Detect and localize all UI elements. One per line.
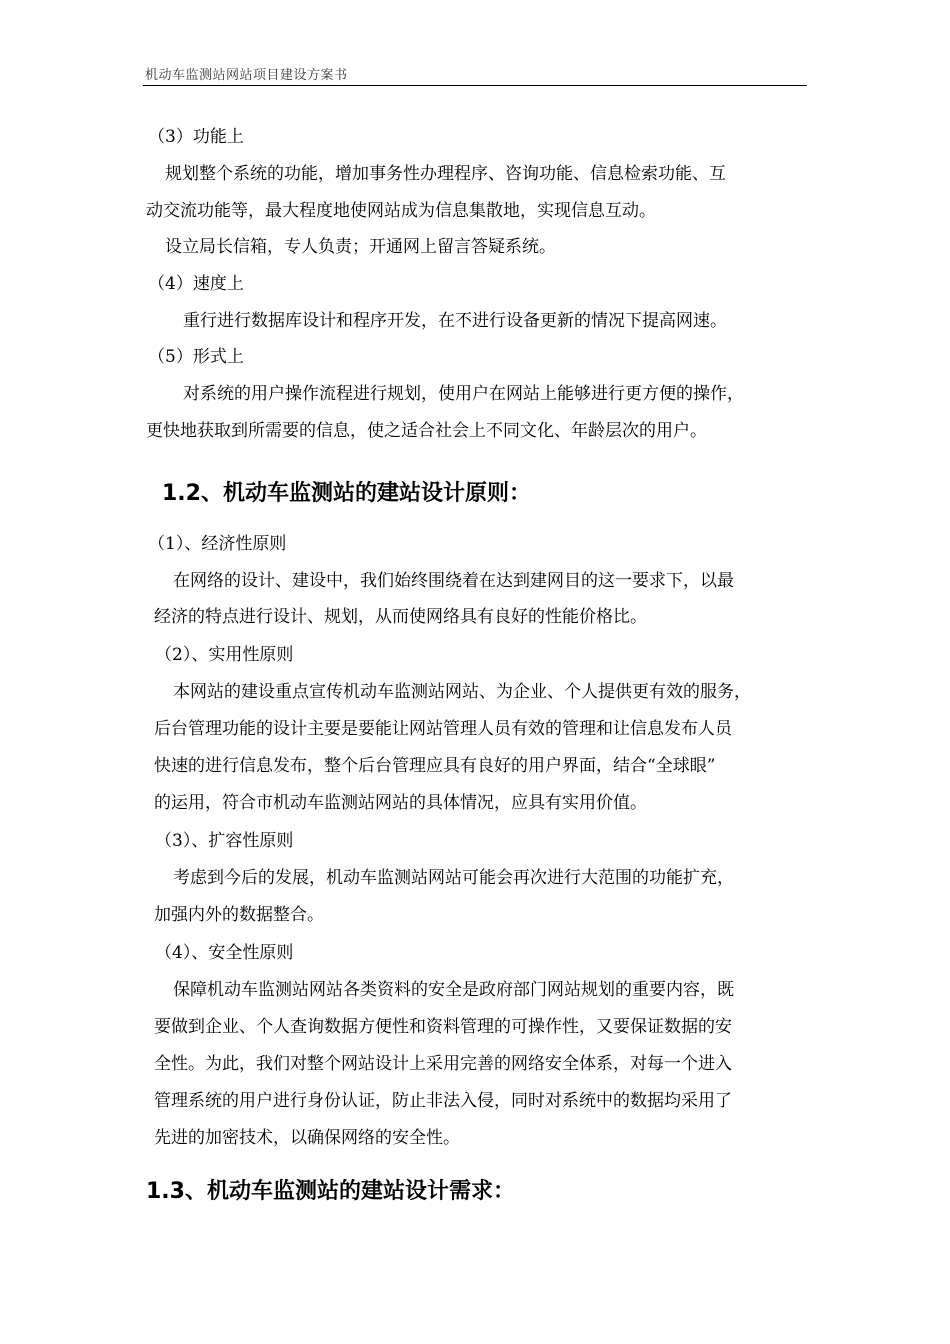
item-label-function: （3）功能上 [148, 127, 244, 147]
principle-label-economy: （1）、经济性原则 [148, 534, 287, 554]
paragraph-line: 经济的特点进行设计、规划，从而使网络具有良好的性能价格比。 [154, 607, 647, 627]
paragraph-line: 的运用，符合市机动车监测站网站的具体情况，应具有实用价值。 [154, 793, 647, 813]
item-label-speed: （4）速度上 [148, 274, 244, 294]
header-rule [143, 85, 807, 86]
paragraph-line: 动交流功能等，最大程度地使网站成为信息集散地，实现信息互动。 [146, 201, 656, 221]
paragraph-line: 管理系统的用户进行身份认证，防止非法入侵，同时对系统中的数据均采用了 [154, 1091, 732, 1111]
paragraph-line: 重行进行数据库设计和程序开发，在不进行设备更新的情况下提高网速。 [183, 311, 727, 331]
paragraph-line: 对系统的用户操作流程进行规划，使用户在网站上能够进行更方便的操作， [183, 384, 744, 404]
paragraph-line: 先进的加密技术，以确保网络的安全性。 [154, 1128, 460, 1148]
paragraph-line: 设立局长信箱，专人负责；开通网上留言答疑系统。 [165, 237, 556, 257]
paragraph-line: 加强内外的数据整合。 [154, 905, 324, 925]
paragraph-line: 本网站的建设重点宣传机动车监测站网站、为企业、个人提供更有效的服务， [173, 682, 751, 702]
paragraph-line: 快速的进行信息发布，整个后台管理应具有良好的用户界面，结合“全球眼” [154, 756, 716, 776]
principle-label-security: （4）、安全性原则 [155, 943, 294, 963]
paragraph-line: 在网络的设计、建设中，我们始终围绕着在达到建网目的这一要求下，以最 [173, 571, 734, 591]
paragraph-line: 全性。为此，我们对整个网站设计上采用完善的网络安全体系，对每一个进入 [154, 1054, 732, 1074]
paragraph-line: 要做到企业、个人查询数据方便性和资料管理的可操作性，又要保证数据的安 [154, 1017, 732, 1037]
paragraph-line: 保障机动车监测站网站各类资料的安全是政府部门网站规划的重要内容，既 [173, 980, 734, 1000]
paragraph-line: 更快地获取到所需要的信息，使之适合社会上不同文化、年龄层次的用户。 [146, 421, 707, 441]
item-label-form: （5）形式上 [148, 347, 244, 367]
paragraph-line: 规划整个系统的功能，增加事务性办理程序、咨询功能、信息检索功能、互 [165, 164, 726, 184]
section-heading-1-2: 1.2、机动车监测站的建站设计原则： [162, 481, 531, 506]
section-heading-1-3: 1.3、机动车监测站的建站设计需求： [146, 1179, 515, 1204]
running-header: 机动车监测站网站项目建设方案书 [145, 68, 348, 83]
principle-label-scalability: （3）、扩容性原则 [155, 831, 294, 851]
principle-label-practicality: （2）、实用性原则 [155, 645, 294, 665]
paragraph-line: 后台管理功能的设计主要是要能让网站管理人员有效的管理和让信息发布人员 [154, 719, 732, 739]
paragraph-line: 考虑到今后的发展，机动车监测站网站可能会再次进行大范围的功能扩充， [173, 868, 734, 888]
